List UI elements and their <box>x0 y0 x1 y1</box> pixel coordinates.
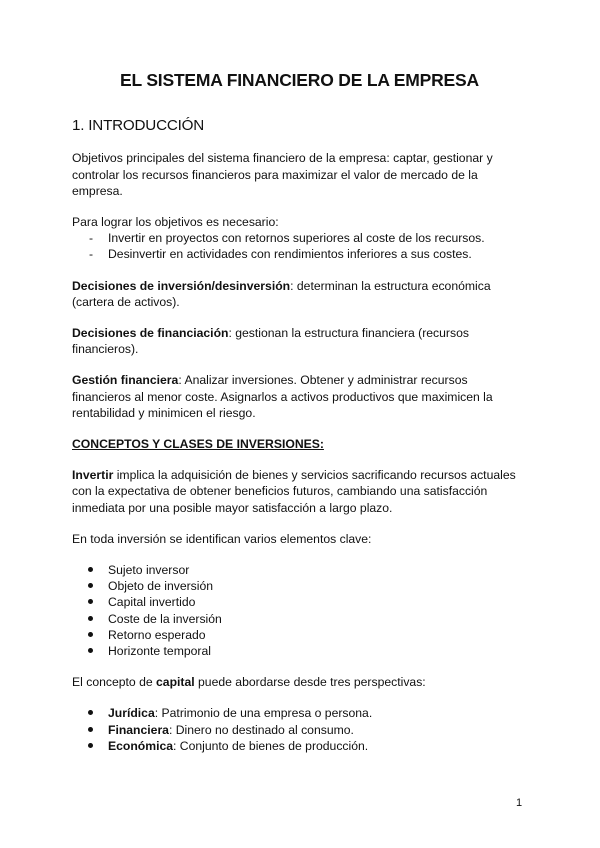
invest-text: implica la adquisición de bienes y servicios sacrificando recursos actuales con la expectativa de obtener beneficios futuros, cambiando una satisfacción inmediata por una posible mayor satisfacción a largo plazo. <box>72 468 516 515</box>
perspective-item: Económica: Conjunto de bienes de producción. <box>72 738 527 754</box>
decision-term: Gestión financiera <box>72 373 179 388</box>
perspective-item: Jurídica: Patrimonio de una empresa o persona. <box>72 705 527 721</box>
decision-investment-paragraph <box>72 278 527 310</box>
decision-text: : gestionan la estructura financiera (recursos financieros). <box>72 326 469 357</box>
invest-term: Invertir <box>72 468 114 483</box>
bullet-icon <box>88 583 93 588</box>
element-item: Objeto de inversión <box>72 578 527 594</box>
decision-text: : determinan la estructura económica (cartera de activos). <box>72 278 491 309</box>
decision-text: : Analizar inversiones. Obtener y administrar recursos financieros al menor coste. Asignarlos a activos productivos que maximicen la rentabilidad y minimicen el riesgo. <box>72 373 493 420</box>
concepts-heading: CONCEPTOS Y CLASES DE INVERSIONES: <box>72 437 324 452</box>
element-item: Capital invertido <box>72 594 527 610</box>
elements-lead: En toda inversión se identifican varios elementos clave: <box>72 531 372 546</box>
document-body <box>72 72 527 754</box>
decision-term: Decisiones de financiación <box>72 326 229 341</box>
invest-paragraph <box>72 467 527 516</box>
element-item: Coste de la inversión <box>72 611 527 627</box>
capital-lead: El concepto de capital puede abordarse desde tres perspectivas: <box>72 675 426 690</box>
decision-term: Decisiones de inversión/desinversión <box>72 278 291 293</box>
decision-financing-paragraph <box>72 325 527 357</box>
page-number: 1 <box>516 797 523 809</box>
perspective-item: Financiera: Dinero no destinado al consumo. <box>72 722 527 738</box>
objective-item: - Desinvertir en actividades con rendimientos inferiores a sus costes. <box>72 246 527 262</box>
objectives-list <box>72 230 527 262</box>
element-item: Horizonte temporal <box>72 643 527 659</box>
bullet-icon <box>88 616 93 621</box>
financial-management-paragraph <box>72 372 527 421</box>
capital-term: capital <box>156 675 195 690</box>
bullet-icon <box>88 632 93 637</box>
section-title: 1. INTRODUCCIÓN <box>72 117 205 135</box>
bullet-icon <box>88 567 93 572</box>
intro-paragraph: Objetivos principales del sistema financiero de la empresa: captar, gestionar y controlar los recursos financieros para maximizar el valor de mercado de la empresa. <box>72 151 493 198</box>
element-item: Sujeto inversor <box>72 562 527 578</box>
element-item: Retorno esperado <box>72 627 527 643</box>
bullet-icon <box>88 710 93 715</box>
bullet-icon <box>88 648 93 653</box>
objective-item: - Invertir en proyectos con retornos superiores al coste de los recursos. <box>72 230 527 246</box>
elements-list <box>72 562 527 659</box>
bullet-icon <box>88 727 93 732</box>
perspectives-list <box>72 705 527 754</box>
bullet-icon <box>88 599 93 604</box>
objectives-lead: Para lograr los objetivos es necesario: <box>72 215 279 230</box>
document-title: EL SISTEMA FINANCIERO DE LA EMPRESA <box>120 70 479 90</box>
bullet-icon <box>88 743 93 748</box>
